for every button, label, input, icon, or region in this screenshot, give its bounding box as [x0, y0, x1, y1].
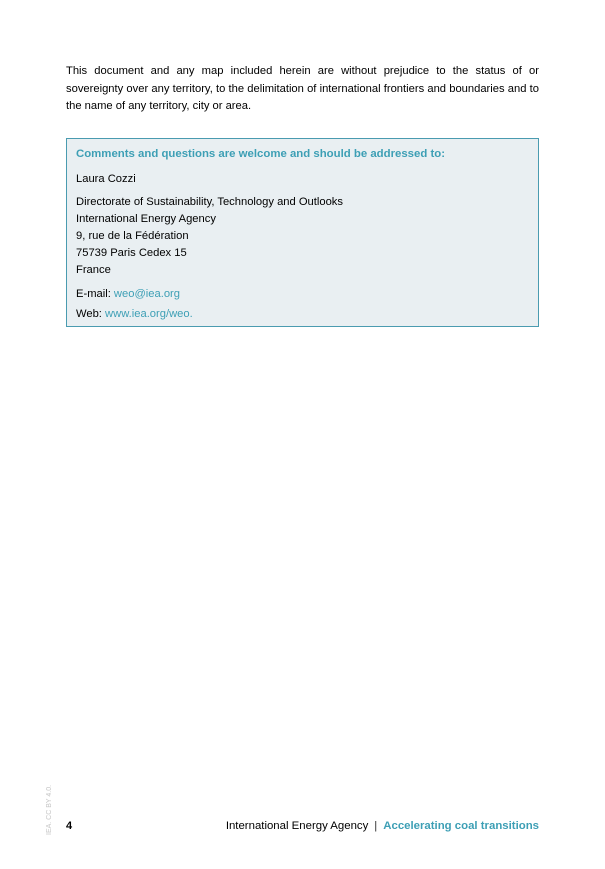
email-row [76, 288, 180, 300]
disclaimer-text: This document and any map included herein are without prejudice to the status of or sovereignty over any territory, to the delimitation of international frontiers and boundaries and to the name of any territory, city or area. [66, 65, 539, 112]
footer-running-title [226, 820, 539, 832]
address-line-city: 75739 Paris Cedex 15 [76, 247, 187, 259]
email-link[interactable]: weo@iea.org [113, 288, 181, 300]
email-label: E-mail: [76, 288, 114, 300]
contact-box [66, 138, 539, 327]
address-line-country: France [76, 264, 111, 276]
web-link[interactable]: www.iea.org/weo. [105, 308, 193, 320]
footer-report-title: Accelerating coal transitions [383, 820, 539, 832]
web-row [76, 308, 193, 320]
contact-heading: Comments and questions are welcome and should be addressed to: [76, 148, 446, 160]
address-line-agency: International Energy Agency [76, 213, 216, 225]
footer-organization: International Energy Agency [225, 820, 369, 832]
address-line-directorate: Directorate of Sustainability, Technology and Outlooks [76, 196, 343, 208]
license-watermark: IEA. CC BY 4.0. [46, 784, 53, 835]
web-label: Web: [76, 308, 106, 320]
page-number: 4 [66, 820, 73, 832]
address-line-street: 9, rue de la Fédération [76, 230, 189, 242]
footer-separator: | [374, 820, 378, 832]
contact-name: Laura Cozzi [76, 173, 136, 185]
